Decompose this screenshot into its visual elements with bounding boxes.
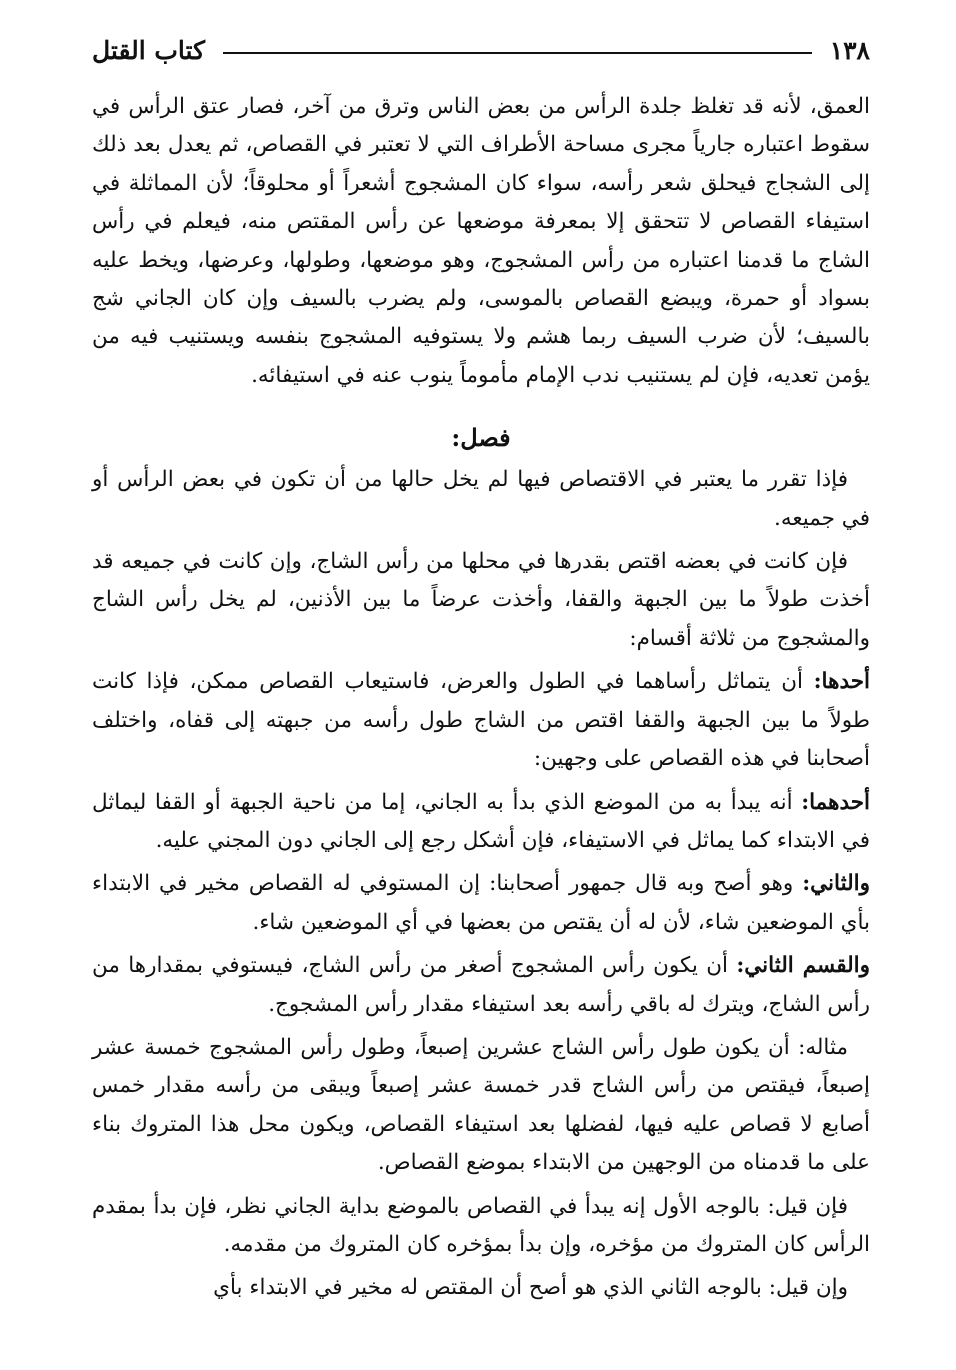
paragraph-first-view: [92, 784, 870, 861]
paragraph-text: وهو أصح وبه قال جمهور أصحابنا: إن المستوفي له القصاص مخير في الابتداء بأي الموضعين شاء، لأن له أن يقتص من بعضها في أي الموضعين شاء.: [92, 871, 870, 935]
paragraph-lead: أحدهما:: [801, 789, 870, 815]
paragraph-second-view: [92, 865, 870, 942]
paragraph-second-case: [92, 947, 870, 1024]
paragraph-first-case: [92, 663, 870, 778]
paragraph-continued: العمق، لأنه قد تغلظ جلدة الرأس من بعض الناس وترق من آخر، فصار عتق الرأس في سقوط اعتباره جارياً مجرى مساحة الأطراف التي لا تعتبر في القصاص، ثم يعدل بعد ذلك إلى الشجاج فيحلق شعر رأسه، سواء كان المشجوج أشعراً أو محلوقاً؛ لأن المماثلة في استيفاء القصاص لا تتحقق إلا بمعرفة موضعها عن رأس المقتص منه، فيعلم في رأس الشاج ما قدمنا اعتباره من رأس المشجوج، وهو موضعها، وطولها، وعرضها، ويخط عليه بسواد أو حمرة، ويبضع القصاص بالموسى، ولم يضرب بالسيف وإن كان الجاني شج بالسيف؛ لأن ضرب السيف ربما هشم ولا يستوفيه المشجوج بنفسه ويستنيب فيه من يؤمن تعديه، فإن لم يستنيب ندب الإمام مأموماً ينوب عنه في استيفائه.: [92, 94, 870, 388]
book-title: كتاب القتل: [92, 35, 205, 65]
section-heading: فصل:: [451, 423, 511, 453]
paragraph-intro: فإذا تقرر ما يعتبر في الاقتصاص فيها لم يخل حالها من أن تكون في بعض الرأس أو في جميعه.: [92, 467, 870, 531]
paragraph-example: مثاله: أن يكون طول رأس الشاج عشرين إصبعاً، وطول رأس المشجوج خمسة عشر إصبعاً، فيقتص من رأس الشاج قدر خمسة عشر إصبعاً ويبقى من رأسه مقدار خمس أصابع لا قصاص عليه فيها، لفضلها بعد استيفاء القصاص، ويكون محل هذا المتروك بناء على ما قدمناه من الوجهين من الابتداء بموضع القصاص.: [92, 1034, 870, 1176]
paragraph-cases: فإن كانت في بعضه اقتص بقدرها في محلها من رأس الشاج، وإن كانت في جميعه قد أخذت طولاً ما بين الجبهة والقفا، وأخذت عرضاً ما بين الأذنين، لم يخل رأس الشاج والمشجوج من ثلاثة أقسام:: [92, 549, 870, 651]
page-header: [92, 30, 870, 70]
paragraph-lead: والثاني:: [802, 871, 870, 897]
paragraph-lead: أحدها:: [813, 669, 870, 695]
paragraph-first-opinion: فإن قيل: بالوجه الأول إنه يبدأ في القصاص بالموضع بداية الجاني نظر، فإن بدأ بمقدم الرأس كان المتروك من مؤخره، وإن بدأ بمؤخره كان المتروك من مقدمه.: [92, 1193, 870, 1257]
header-rule: [223, 52, 812, 54]
paragraph-text: أنه يبدأ به من الموضع الذي بدأ به الجاني، إما من ناحية الجبهة أو القفا ليماثل في الابتداء كما يماثل في الاستيفاء، فإن أشكل رجع إلى الجاني دون المجني عليه.: [92, 789, 870, 853]
paragraph-lead: والقسم الثاني:: [736, 953, 870, 979]
book-page: [92, 30, 870, 1350]
paragraph-text: أن يتماثل رأساهما في الطول والعرض، فاستيعاب القصاص ممكن، فإذا كانت طولاً ما بين الجبهة والقفا اقتص من الشاج طول رأسه من جبهته إلى قفاه، واختلف أصحابنا في هذه القصاص على وجهين:: [92, 669, 870, 772]
page-number: ١٣٨: [829, 35, 870, 65]
paragraph-text: أن يكون رأس المشجوج أصغر من رأس الشاج، فيستوفي بمقدارها من رأس الشاج، ويترك له باقي رأسه بعد استيفاء مقدار رأس المشجوج.: [92, 953, 870, 1017]
paragraph-second-opinion: وإن قيل: بالوجه الثاني الذي هو أصح أن المقتص له مخير في الابتداء بأي: [213, 1275, 848, 1301]
